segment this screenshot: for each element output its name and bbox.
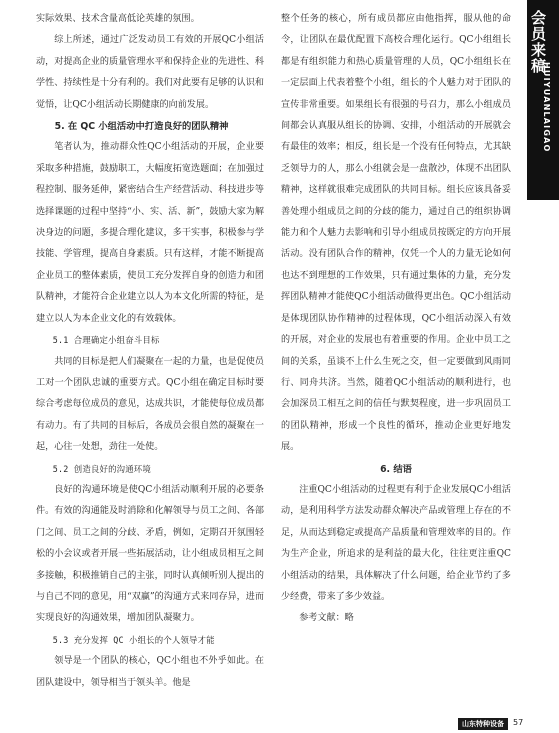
- subsection-heading: 5.3 充分发挥 QC 小组长的个人领导才能: [52, 634, 215, 645]
- subsection-heading: 5.1 合理确定小组奋斗目标: [52, 335, 160, 346]
- subsection-heading: 5.2 创造良好的沟通环境: [52, 463, 151, 474]
- page-number: 57: [513, 718, 524, 727]
- paragraph: 良好的沟通环境是使QC小组活动顺利开展的必要条件。有效的沟通能及时消除和化解领导与员工之间、各部门之间、员工之间的分歧、矛盾，例如，定期召开氛围轻松的小会议或者开展一些拓展活动，让小组成员相互之间多接触，积极推销自己的主张，同时认真倾听别人提出的与自己不同的意见，用“双赢”的沟通方式来同存异，进而实现良好的沟通效果，增加团队凝聚力。: [36, 484, 264, 624]
- paragraph: 整个任务的核心，所有成员都应由他指挥，服从他的命令，让团队在最优配置下高校合理化运行。QC小组组长都是有组织能力和热心质量管理的人员，QC小组组长在一定层面上代表着整个小组，组长的个人魅力对于团队的宣传非常重要。如果组长有很强的号召力，那么小组成员间都会认真服从组长的协调、安排，小组活动的开展就会有最佳的效率；相反，组长是一个没有任何特点，尤其缺乏领导力的人，那么小组就会是一盘散沙，体现不出团队精神，这样就很难完成团队的共同目标。组长应该具备妥善处理小组成员之间的分歧的能力，通过自己的组织协调能力和个人魅力去影响和引导小组成员按既定的方向开展活动。没有团队合作的精神，仅凭一个人的力量无论如何也达不到理想的工作效果，只有通过集体的力量，充分发挥团队精神才能使QC小组活动做得更出色。QC小组活动是体现团队协作精神的过程体现，QC小组活动深入有效的开展，对企业的发展也有着重要的作用。企业中员工之间的关系，虽谈不上什么生死之交，但一定要做到风雨同行、同舟共济。当然，随着QC小组活动的顺利进行，也会加深员工相互之间的信任与默契程度，进一步巩固员工的团队精神，形成一个良性的循环，推动企业更好地发展。: [281, 14, 511, 453]
- paragraph: 领导是一个团队的核心，QC小组也不外乎如此。在团队建设中，领导相当于领头羊。他是: [36, 656, 264, 688]
- side-tab-chinese: 会员来稿: [530, 9, 546, 75]
- paragraph: 注重QC小组活动的过程更有利于企业发展QC小组活动，是利用科学方法发动群众解决产品或管理上存在的不足，从而达到稳定或提高产品质量和管理效率的目的。作为生产企业，所追求的是利益的最大化，往往更注重QC小组活动的结果，具体解决了什么问题，给企业节约了多少经费，带来了多少效益。: [281, 484, 511, 602]
- right-column: [281, 9, 511, 630]
- paragraph: 综上所述，通过广泛发动员工有效的开展QC小组活动，对提高企业的质量管理水平和保持企业的先进性、科学性、持续性是十分有利的。我们对此要有足够的认识和觉悟，让QC小组活动长期健康的向前发展。: [36, 35, 264, 110]
- paragraph: 共同的目标是把人们凝聚在一起的力量，也是促使员工对一个团队忠诚的重要方式。QC小组在确定目标时要综合考虑每位成员的意见，达成共识，才能使每位成员都有动力。有了共同的目标后，各成员会很自然的凝聚在一起，心往一处想，劲往一处使。: [36, 356, 264, 453]
- side-tab: [527, 0, 559, 200]
- references-note: 参考文献：略: [299, 613, 354, 624]
- section-heading: 5. 在 QC 小组活动中打造良好的团队精神: [54, 121, 229, 133]
- paragraph: 笔者认为，推动群众性QC小组活动的开展，企业要采取多种措施，鼓励职工，大幅度拓宽选题面；在加强过程控制、服务延伸，紧密结合生产经营活动、科技进步等选择课题的过程中坚持“小、实、活、新”，鼓励大家为解决身边的问题，多提合理化建议，多干实事，积极参与学技能、学管理，提高自身素质。只有这样，才能不断提高企业员工的整体素质，使员工充分发挥自身的创造力和团队精神，才能符合企业建立以人为本文化所需的特征，是建立以人为本企业文化的有效载体。: [36, 142, 264, 324]
- section-heading: 6. 结语: [380, 463, 412, 475]
- side-tab-english: HUIYUANLAIGAO: [542, 62, 551, 153]
- journal-name: 山东特种设备: [458, 718, 508, 730]
- paragraph: 实际效果、技术含量高低论英雄的氛围。: [36, 14, 200, 24]
- left-column: [36, 9, 264, 694]
